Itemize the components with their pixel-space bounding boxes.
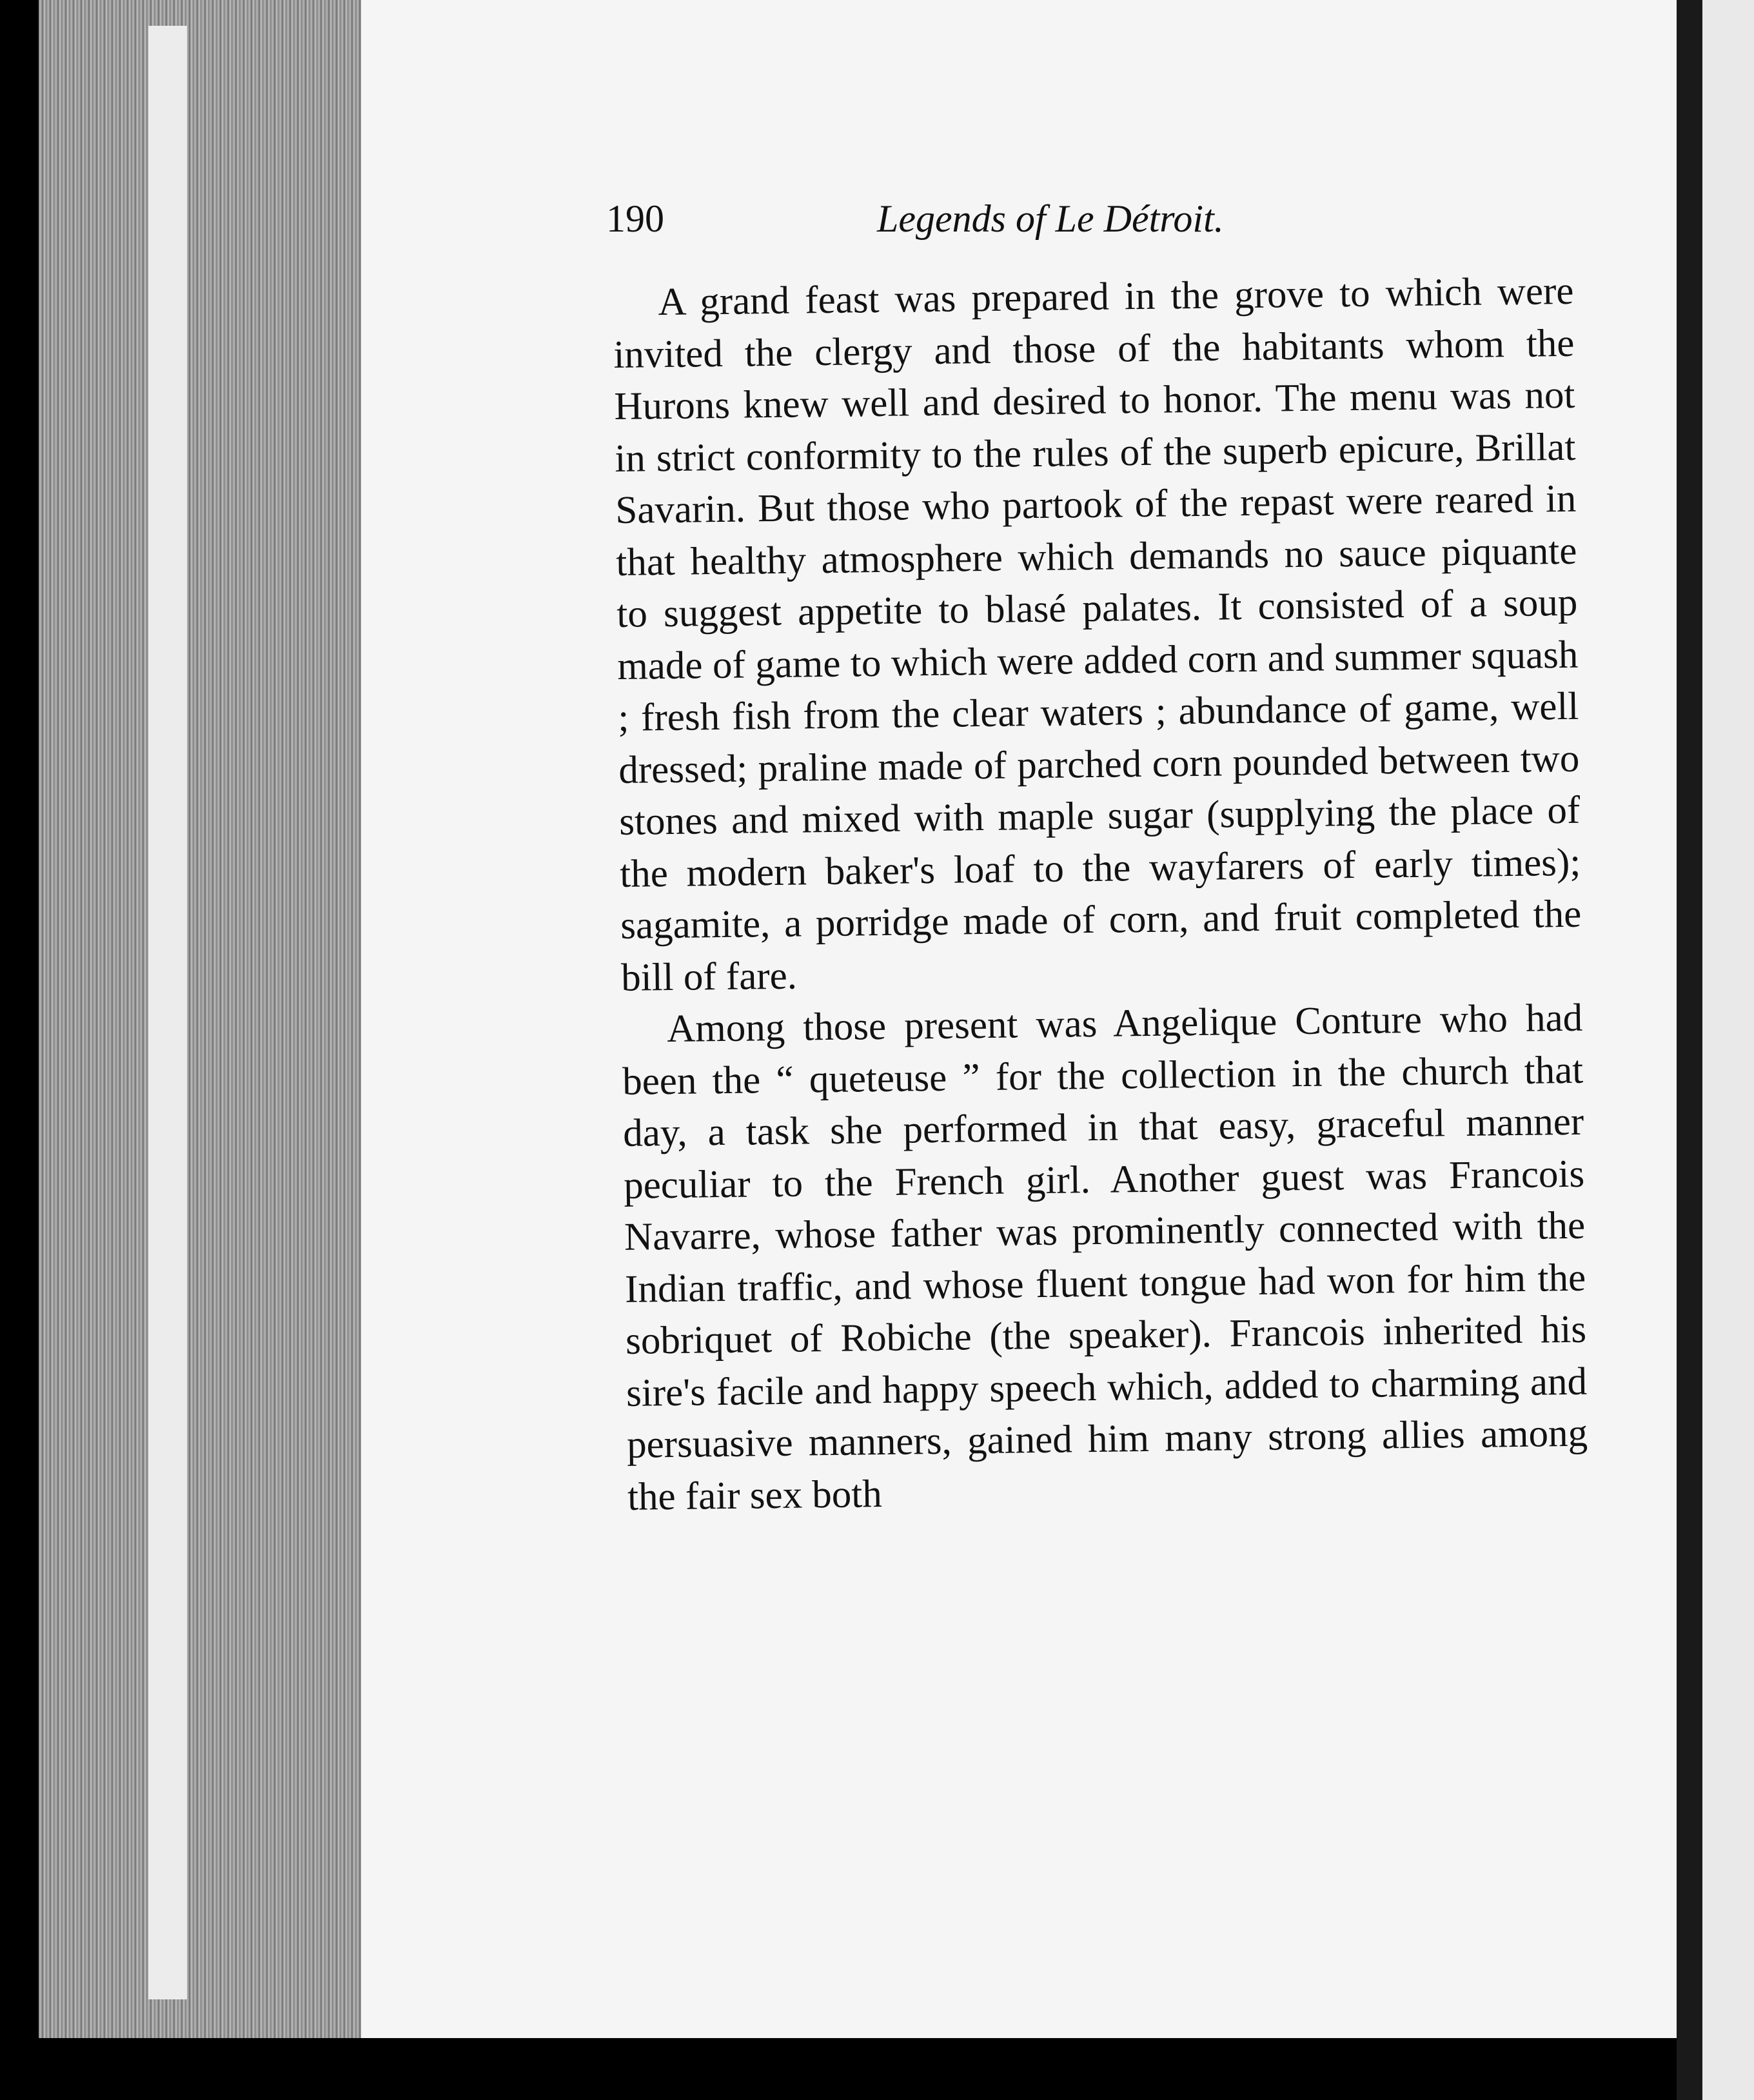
page-edge-highlight bbox=[148, 26, 187, 1999]
bottom-shadow bbox=[0, 2038, 1677, 2100]
paragraph-guests: Among those present was Angelique Conture who had been the “ queteuse ” for the collection in the church that day, a task she performed in that easy, graceful manner peculiar to the French girl. Another guest was Francois Navarre, whose father was prominently connected with the Indian traffic, and whose fluent tongue had won for him the sobriquet of Robiche (the speaker). Francois inherited his sire's facile and happy speech which, added to charming and persuasive manners, gained him many strong allies among the fair sex both bbox=[622, 996, 1588, 1519]
page-number: 190 bbox=[606, 197, 664, 240]
body-text bbox=[613, 266, 1588, 1523]
paragraph-feast: A grand feast was prepared in the grove to which were invited the clergy and those of the habitants whom the Hurons knew well and desired to honor. The menu was not in strict conformity to the rules of the superb epicure, Brillat Savarin. But those who partook of the repast were reared in that healthy atmosphere which demands no sauce piquante to suggest appetite to blasé palates. It consisted of a soup made of game to which were added corn and summer squash ; fresh fish from the clear waters ; abundance of game, well dressed; praline made of parched corn pounded between two stones and mixed with maple sugar (supplying the place of the modern baker's loaf to the wayfarers of early times); sagamite, a porridge made of corn, and fruit completed the bill of fare. bbox=[613, 269, 1582, 1000]
gutter-shadow bbox=[1677, 0, 1702, 2100]
running-title: Legends of Le Détroit. bbox=[877, 197, 1224, 240]
page-block-edge bbox=[39, 0, 361, 2057]
facing-page-sliver bbox=[1702, 0, 1754, 2100]
running-head bbox=[606, 197, 1509, 248]
